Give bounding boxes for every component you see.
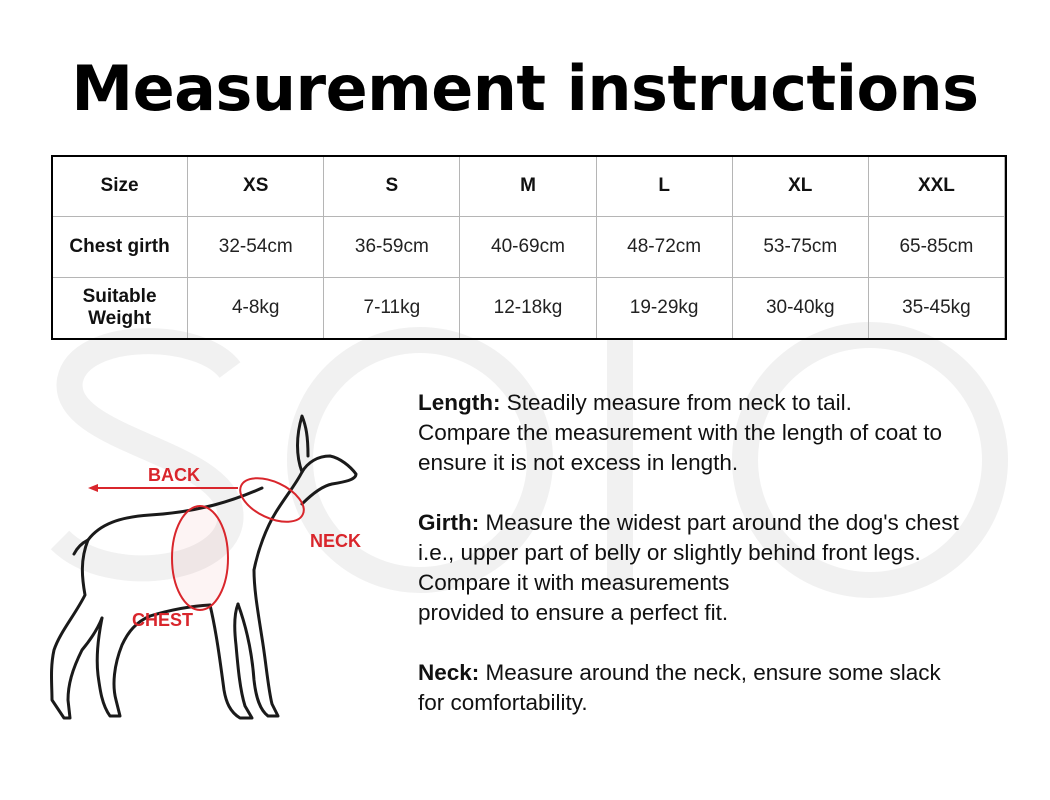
table-cell: 32-54cm (188, 217, 324, 278)
chest-label: CHEST (132, 610, 194, 630)
row-label-chest-girth: Chest girth (52, 217, 188, 278)
table-cell: 7-11kg (324, 278, 460, 339)
page-title: Measurement instructions (71, 52, 979, 125)
table-header-cell: XXL (868, 156, 1004, 217)
back-arrow-icon (88, 484, 238, 492)
instructions-panel (418, 388, 1038, 748)
neck-label: Neck: (418, 660, 480, 685)
table-header-cell: XS (188, 156, 324, 217)
neck-label: NECK (310, 531, 362, 551)
table-header-cell: Size (52, 156, 188, 217)
girth-label: Girth: (418, 510, 480, 535)
table-cell: 53-75cm (732, 217, 868, 278)
instruction-line: i.e., upper part of belly or slightly behind front legs. (418, 540, 921, 565)
chest-ring-icon (172, 506, 228, 610)
table-cell: 30-40kg (732, 278, 868, 339)
table-cell: 40-69cm (460, 217, 596, 278)
length-instruction (418, 388, 1038, 478)
instruction-line (418, 388, 1038, 418)
table-header-row (52, 156, 1005, 217)
table-cell: 12-18kg (460, 278, 596, 339)
dog-measurement-diagram (40, 400, 380, 730)
instruction-line: Compare it with measurements (418, 570, 730, 595)
back-label: BACK (148, 465, 200, 485)
neck-instruction (418, 658, 1038, 718)
instruction-line: Compare the measurement with the length of coat to (418, 420, 943, 445)
table-cell: 35-45kg (868, 278, 1004, 339)
instruction-text: Measure the widest part around the dog's chest (479, 510, 959, 535)
table-cell: 48-72cm (596, 217, 732, 278)
instruction-text: Steadily measure from neck to tail. (500, 390, 852, 415)
instruction-line (418, 658, 1038, 688)
row-label-suitable-weight (52, 278, 188, 339)
table-cell: 36-59cm (324, 217, 460, 278)
table-cell: 65-85cm (868, 217, 1004, 278)
instruction-text: Measure around the neck, ensure some slack (479, 660, 941, 685)
instruction-line: ensure it is not excess in length. (418, 450, 739, 475)
size-chart-table (51, 155, 1005, 339)
instruction-line: provided to ensure a perfect fit. (418, 600, 729, 625)
girth-instruction (418, 508, 1038, 628)
table-header-cell: L (596, 156, 732, 217)
length-label: Length: (418, 390, 501, 415)
row-label-line: Suitable (82, 286, 157, 307)
instruction-line: for comfortability. (418, 690, 588, 715)
instruction-line (418, 508, 1038, 538)
table-header-cell: M (460, 156, 596, 217)
table-header-cell: XL (732, 156, 868, 217)
table-row (52, 217, 1005, 278)
table-cell: 4-8kg (188, 278, 324, 339)
table-row (52, 278, 1005, 339)
table-header-cell: S (324, 156, 460, 217)
row-label-line: Weight (88, 308, 152, 329)
table-cell: 19-29kg (596, 278, 732, 339)
